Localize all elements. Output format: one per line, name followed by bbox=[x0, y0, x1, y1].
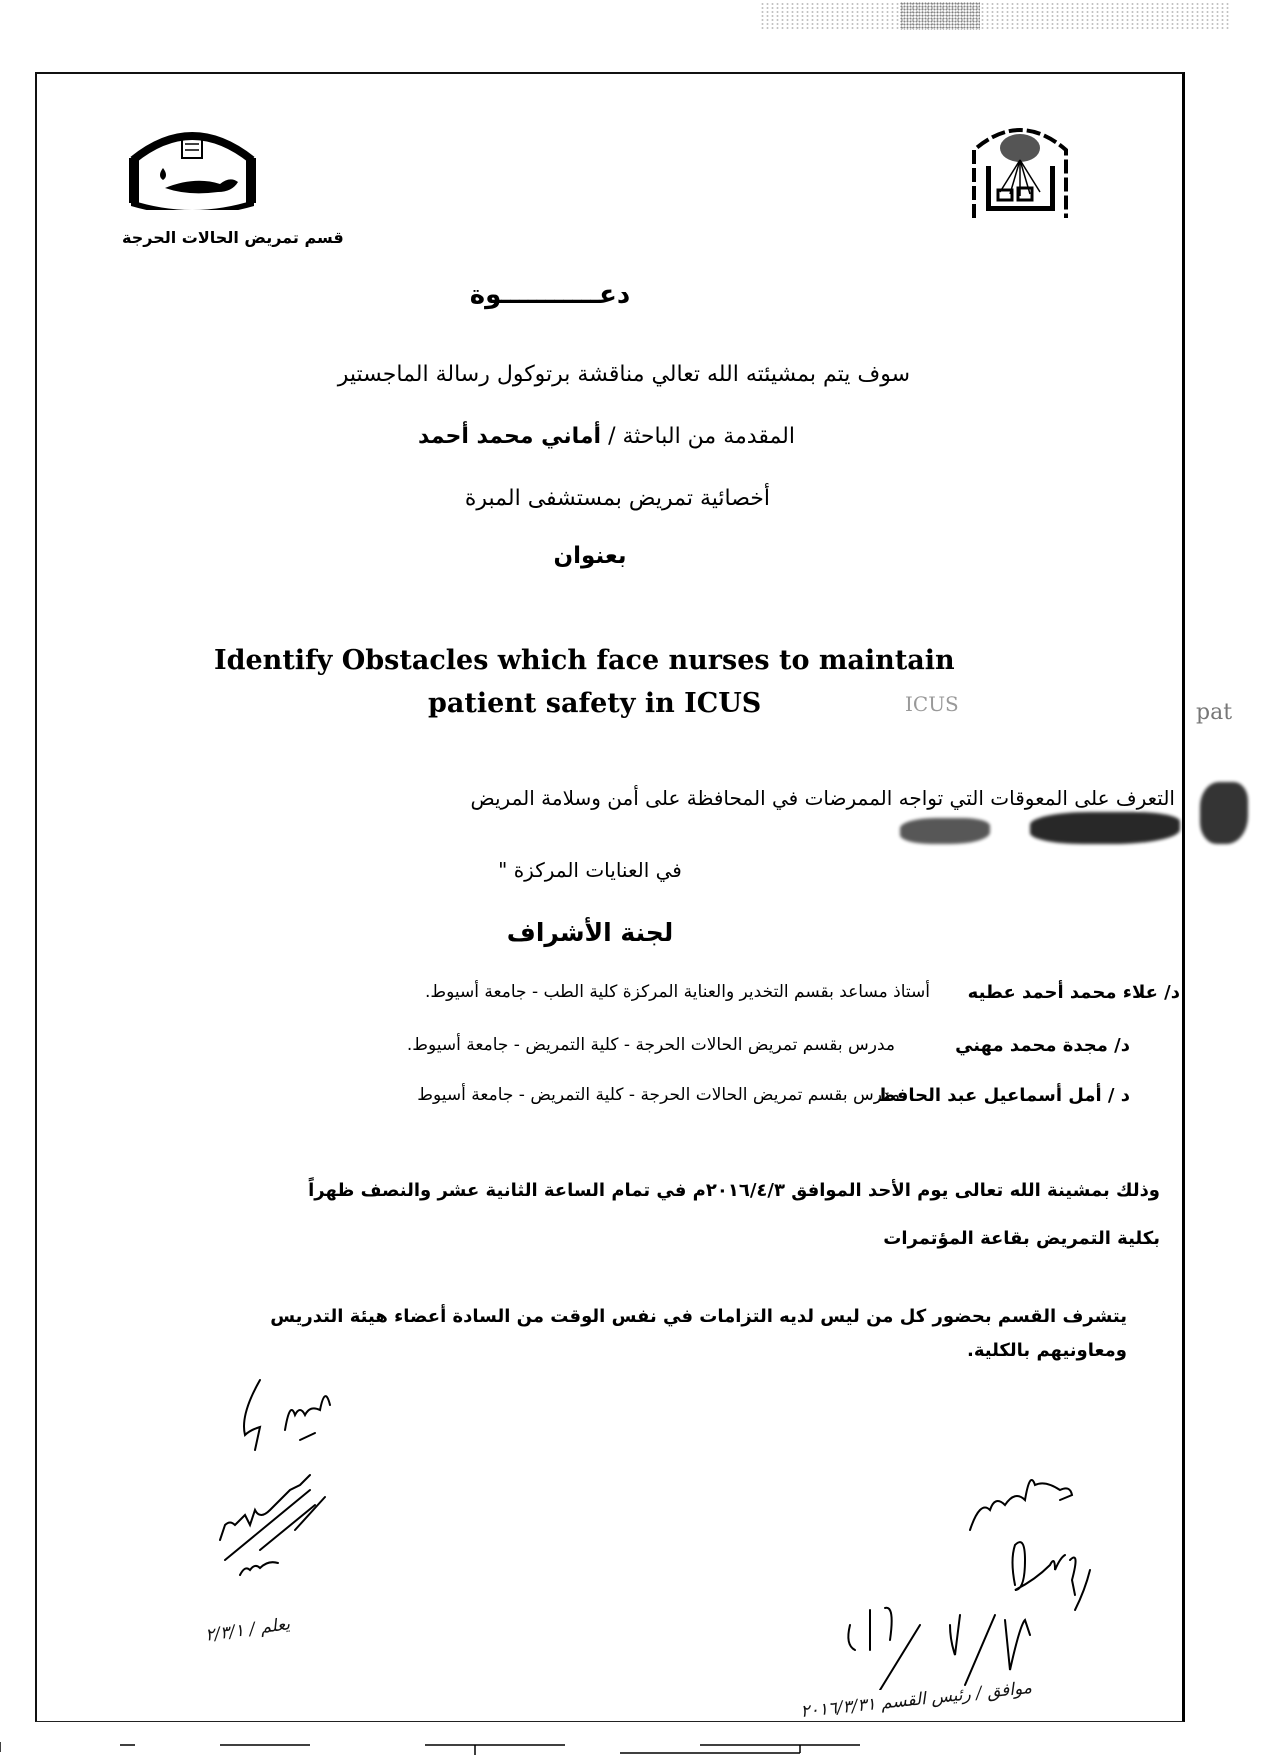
supervisor-title: مدرس بقسم تمريض الحالات الحرجة - كلية التمريض - جامعة أسيوط. bbox=[406, 1035, 895, 1055]
ink-blot bbox=[1030, 812, 1180, 844]
ink-blot bbox=[900, 818, 990, 844]
researcher-prefix: المقدمة من الباحثة / bbox=[601, 424, 795, 449]
faculty-of-nursing-logo bbox=[125, 120, 260, 210]
supervisor-name: د/ مجدة محمد مهني bbox=[955, 1035, 1130, 1056]
supervisor-row bbox=[180, 1085, 1180, 1115]
researcher-line bbox=[418, 424, 795, 449]
ink-blot bbox=[1200, 782, 1248, 844]
scan-noise-top-dark bbox=[900, 2, 980, 30]
left-handwritten-note: يعلم / ٢/٣/١ bbox=[204, 1614, 292, 1646]
schedule-line2: بكلية التمريض بقاعة المؤتمرات bbox=[883, 1228, 1160, 1249]
assiut-university-logo bbox=[970, 120, 1070, 220]
intro-line: سوف يتم بمشيئته الله تعالي مناقشة برتوكول رسالة الماجستير bbox=[337, 362, 910, 387]
scan-footer-marks bbox=[0, 1740, 1275, 1755]
left-signature bbox=[200, 1375, 450, 1615]
thesis-title-ar-line1: التعرف على المعوقات التي تواجه الممرضات في المحافظة على أمن وسلامة المريض bbox=[470, 786, 1175, 810]
ghost-text-pat: pat bbox=[1196, 700, 1233, 725]
supervisor-title: أستاذ مساعد بقسم التخدير والعناية المركزة كلية الطب - جامعة أسيوط. bbox=[425, 982, 930, 1002]
supervisor-row bbox=[180, 1035, 1180, 1065]
thesis-title-en-line2: patient safety in ICUS bbox=[428, 688, 762, 719]
attendance-line1: يتشرف القسم بحضور كل من ليس لديه التزامات في نفس الوقت من السادة أعضاء هيئة التدريس bbox=[270, 1306, 1127, 1327]
thesis-title-ar-line2: في العنايات المركزة " bbox=[498, 858, 682, 882]
department-name: قسم تمريض الحالات الحرجة bbox=[122, 228, 344, 247]
invitation-title: دعـــــــــــوة bbox=[469, 280, 631, 310]
right-handwritten-note: موافق / رئيس القسم ٢٠١٦/٣/٣١ bbox=[799, 1677, 1033, 1723]
scan-noise-top bbox=[760, 2, 1230, 30]
researcher-name: أماني محمد أحمد bbox=[418, 424, 602, 449]
titled-label: بعنوان bbox=[553, 543, 627, 569]
supervisor-row bbox=[180, 982, 1180, 1012]
supervisor-name: د/ علاء محمد أحمد عطيه bbox=[967, 982, 1180, 1003]
right-signature bbox=[810, 1440, 1110, 1690]
supervision-heading: لجنة الأشراف bbox=[506, 918, 674, 947]
schedule-line1: وذلك بمشينة الله تعالى يوم الأحد الموافق ٢٠١٦/٤/٣م في تمام الساعة الثانية عشر والنصف ظهراً bbox=[308, 1180, 1160, 1201]
ghost-text-icus: ICUS bbox=[905, 692, 959, 716]
researcher-position: أخصائية تمريض بمستشفى المبرة bbox=[464, 486, 770, 511]
supervisor-name: د / أمل أسماعيل عبد الحافظ bbox=[877, 1085, 1130, 1106]
attendance-line2: ومعاونيهم بالكلية. bbox=[966, 1340, 1127, 1361]
thesis-title-en-line1: Identify Obstacles which face nurses to maintain bbox=[214, 645, 955, 676]
supervisor-title: مدرس بقسم تمريض الحالات الحرجة - كلية التمريض - جامعة أسيوط bbox=[417, 1085, 900, 1105]
